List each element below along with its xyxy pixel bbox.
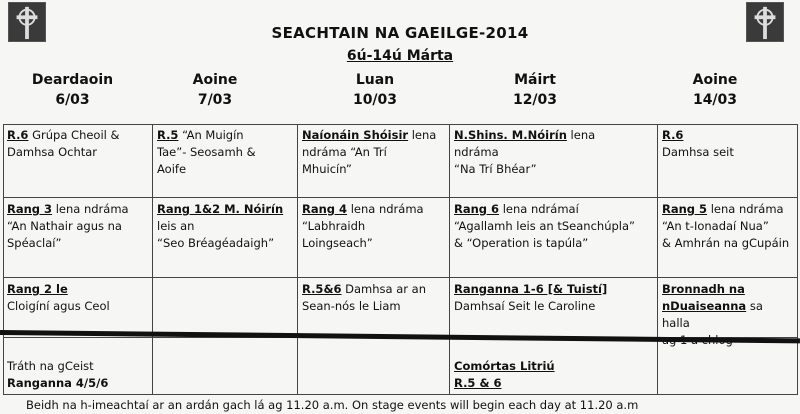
schedule-cell: R.5&6 Damhsa ar an Sean-nós le Liam [298, 278, 450, 338]
schedule-cell: Rang 6 lena ndrámaí “Agallamh leis an tSeanchúpla” & “Operation is tapúla” [450, 198, 658, 278]
day-name: Aoine [192, 72, 238, 88]
page-title: SEACHTAIN NA GAEILGE-2014 [271, 24, 529, 42]
schedule-cell: N.Shins. M.Nóirín lena ndráma “Na Trí Bhéar” [450, 124, 658, 198]
schedule-cell [298, 338, 450, 395]
schedule-cell: Rang 5 lena ndráma “An t-Ionadaí Nua” & Amhrán na gCupáin [658, 198, 798, 278]
schedule-cell: Rang 1&2 M. Nóirín leis an “Seo Bréagéadaigh” [153, 198, 298, 278]
day-header [5, 70, 140, 110]
day-date: 6/03 [55, 92, 90, 108]
day-date: 10/03 [352, 92, 398, 108]
day-name: Deardaoin [31, 72, 114, 88]
schedule-cell: Comórtas Litriú R.5 & 6 [450, 338, 658, 395]
day-date: 14/03 [692, 92, 738, 108]
schedule-cell: R.5 “An Muigín Tae”- Seosamh & Aoife [153, 124, 298, 198]
footer-note: Beidh na h-imeachtaí ar an ardán gach lá ag 11.20 a.m. On stage events will begin each day at 11.20 a.m [26, 398, 639, 412]
schedule-cell: Rang 3 lena ndráma “An Nathair agus na Spéaclaí” [3, 198, 153, 278]
day-name: Luan [355, 72, 395, 88]
day-date: 7/03 [197, 92, 233, 108]
day-header [455, 70, 615, 110]
schedule-cell: Rang 2 le Cloigíní agus Ceol [3, 278, 153, 338]
schedule-cell: Naíonáin Shóisir lena ndráma “An Trí Mhuicín” [298, 124, 450, 198]
page-subtitle: 6ú-14ú Márta [346, 48, 454, 64]
schedule-cell [658, 338, 798, 395]
schedule-cell: Ranganna 1-6 [& Tuistí] Damhsaí Seit le Caroline [450, 278, 658, 338]
day-name: Máirt [514, 72, 556, 88]
day-date: 12/03 [512, 92, 558, 108]
schedule-cell: R.6 Damhsa seit [658, 124, 798, 198]
schedule-grid [3, 124, 798, 395]
day-header [300, 70, 450, 110]
day-header [140, 70, 290, 110]
day-header [640, 70, 790, 110]
day-name: Aoine [692, 72, 738, 88]
schedule-cell: R.6 Grúpa Cheoil & Damhsa Ochtar [3, 124, 153, 198]
schedule-cell [153, 278, 298, 338]
schedule-cell: Bronnadh na nDuaiseanna sa halla [658, 278, 798, 338]
schedule-cell [153, 338, 298, 395]
schedule-cell: Rang 4 lena ndráma “Labhraidh Loingseach” [298, 198, 450, 278]
day-headers [0, 70, 800, 114]
schedule-cell: Tráth na gCeist Ranganna 4/5/6 [3, 338, 153, 395]
